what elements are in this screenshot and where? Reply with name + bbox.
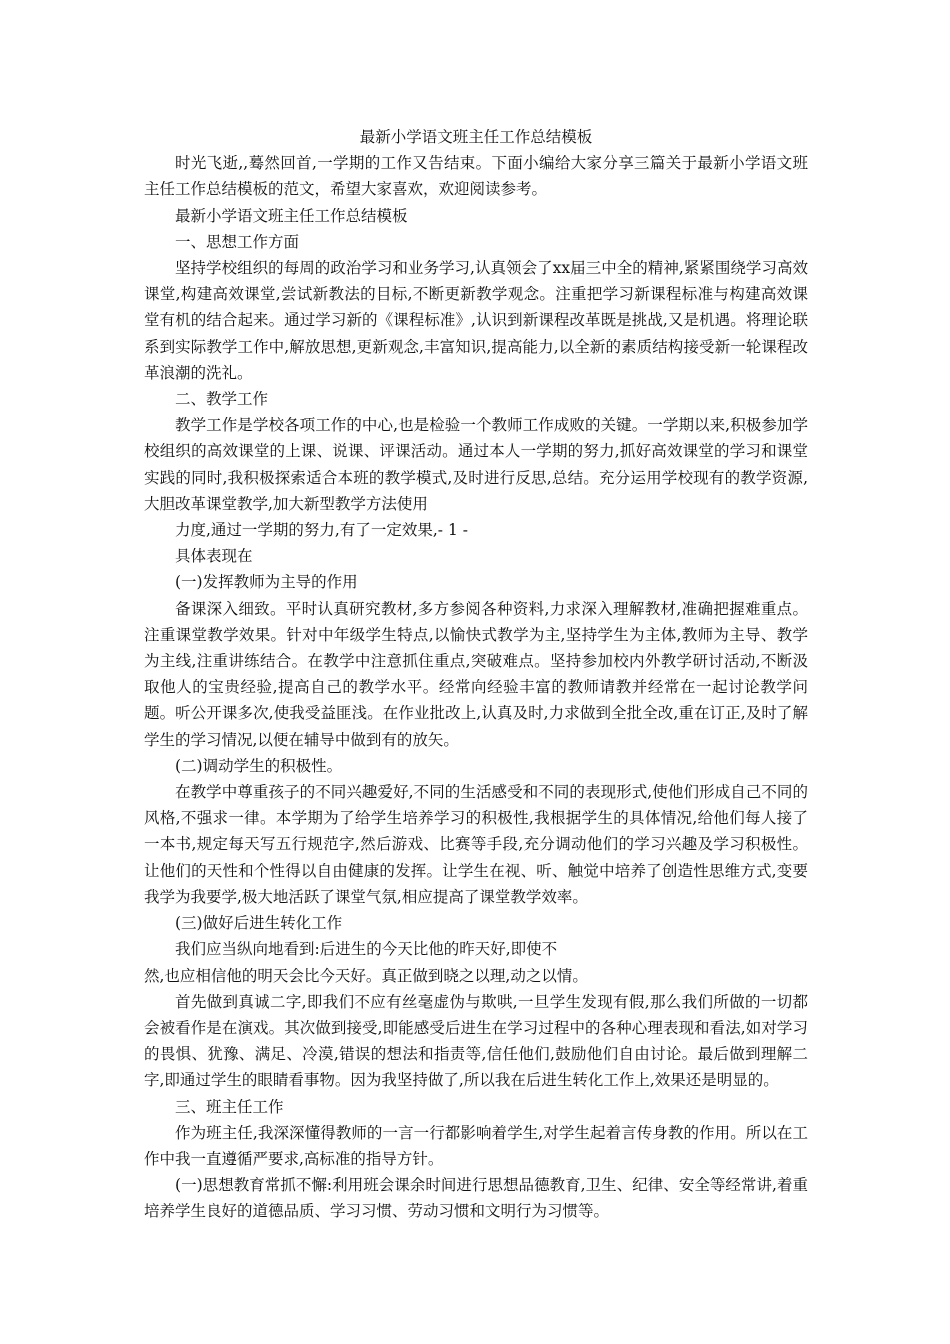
section-heading: 一、思想工作方面 (175, 232, 300, 251)
subsection-heading: (三)做好后进生转化工作 (175, 914, 343, 933)
body-paragraph: 作为班主任,我深深懂得教师的一言一行都影响着学生,对学生起着言传身教的作用。所以在工作中我一直遵循严要求,高标准的指导方针。 (144, 1123, 808, 1168)
body-paragraph: 我们应当纵向地看到:后进生的今天比他的昨天好,即使不 (175, 940, 558, 959)
document-page (144, 124, 808, 1225)
document-title: 最新小学语文班主任工作总结模板 (359, 128, 593, 146)
body-paragraph: 具体表现在 (175, 547, 253, 566)
section-heading: 三、班主任工作 (175, 1097, 284, 1116)
body-paragraph: 教学工作是学校各项工作的中心,也是检验一个教师工作成败的关键。一学期以来,积极参加学校组织的高效课堂的上课、说课、评课活动。通过本人一学期的努力,抓好高效课堂的学习和课堂实践的同时,我积极探索适合本班的教学模式,及时进行反思,总结。充分运用学校现有的教学资源,大胆改革课堂教学,加大新型教学方法使用 (144, 416, 808, 513)
subtitle-paragraph: 最新小学语文班主任工作总结模板 (175, 206, 408, 225)
intro-paragraph: 时光飞逝,,蓦然回首,一学期的工作又告结束。下面小编给大家分享三篇关于最新小学语文班主任工作总结模板的范文，希望大家喜欢，欢迎阅读参考。 (144, 154, 808, 199)
subsection-heading: (二)调动学生的积极性。 (175, 756, 343, 775)
subsection-heading: (一)发挥教师为主导的作用 (175, 573, 358, 592)
section-heading: 二、教学工作 (175, 390, 269, 409)
body-paragraph: 力度,通过一学期的努力,有了一定效果,- 1 - (175, 521, 468, 540)
body-paragraph: (一)思想教育常抓不懈:利用班会课余时间进行思想品德教育,卫生、纪律、安全等经常讲,着重培养学生良好的道德品质、学习习惯、劳动习惯和文明行为习惯等。 (144, 1176, 808, 1221)
body-paragraph: 在教学中尊重孩子的不同兴趣爱好,不同的生活感受和不同的表现形式,使他们形成自己不同的风格,不强求一律。本学期为了给学生培养学习的积极性,我根据学生的具体情况,给他们每人接了一本书,规定每天写五行规范字,然后游戏、比赛等手段,充分调动他们的学习兴趣及学习积极性。让他们的天性和个性得以自由健康的发挥。让学生在视、听、触觉中培养了创造性思维方式,变要我学为我要学,极大地活跃了课堂气氛,相应提高了课堂教学效率。 (144, 783, 808, 906)
body-paragraph: 首先做到真诚二字,即我们不应有丝毫虚伪与欺哄,一旦学生发现有假,那么我们所做的一切都会被看作是在演戏。其次做到接受,即能感受后进生在学习过程中的各种心理表现和看法,如对学习的畏惧、犹豫、满足、冷漠,错误的想法和指责等,信任他们,鼓励他们自由讨论。最后做到理解二字,即通过学生的眼睛看事物。因为我坚持做了,所以我在后进生转化工作上,效果还是明显的。 (144, 992, 808, 1090)
body-paragraph: 备课深入细致。平时认真研究教材,多方参阅各种资料,力求深入理解教材,准确把握难重点。注重课堂教学效果。针对中年级学生特点,以愉快式教学为主,坚持学生为主体,教师为主导、教学为主线,注重讲练结合。在教学中注意抓住重点,突破难点。坚持参加校内外教学研讨活动,不断汲取他人的宝贵经验,提高自己的教学水平。经常向经验丰富的教师请教并经常在一起讨论教学问题。听公开课多次,使我受益匪浅。在作业批改上,认真及时,力求做到全批全改,重在订正,及时了解学生的学习情况,以便在辅导中做到有的放矢。 (144, 599, 808, 749)
body-paragraph: 坚持学校组织的每周的政治学习和业务学习,认真领会了xx届三中全的精神,紧紧围绕学习高效课堂,构建高效课堂,尝试新教法的目标,不断更新教学观念。注重把学习新课程标准与构建高效课堂有机的结合起来。通过学习新的《课程标准》,认识到新课程改革既是挑战,又是机遇。将理论联系到实际教学工作中,解放思想,更新观念,丰富知识,提高能力,以全新的素质结构接受新一轮课程改革浪潮的洗礼。 (144, 259, 808, 382)
body-paragraph: 然,也应相信他的明天会比今天好。真正做到晓之以理,动之以情。 (144, 966, 588, 985)
